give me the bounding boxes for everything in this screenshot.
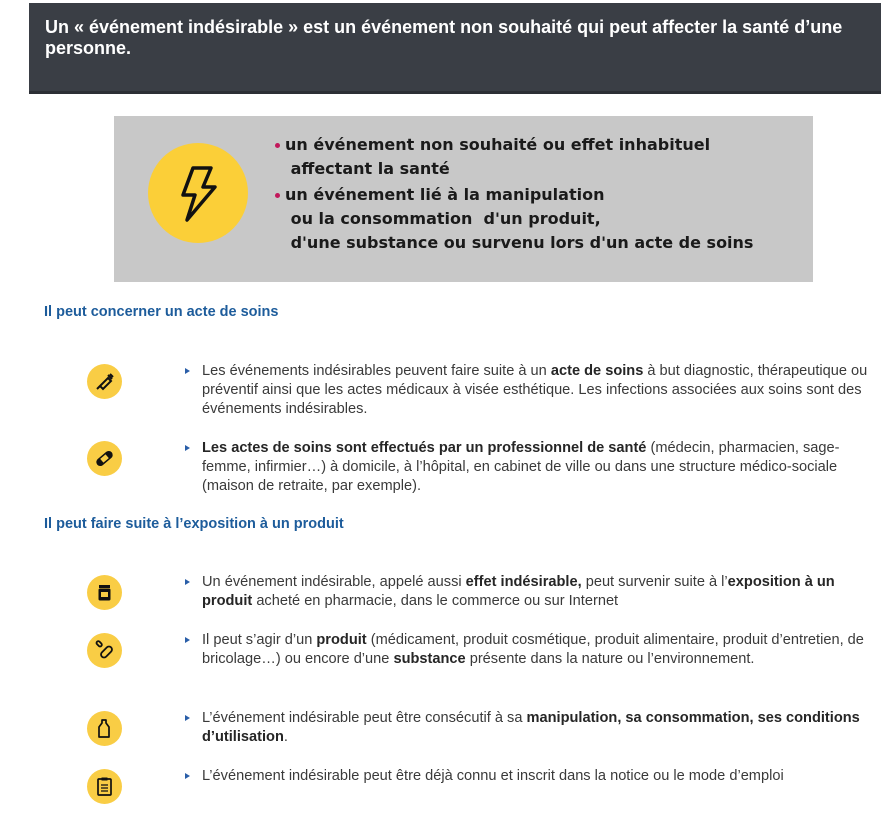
definition-callout (114, 116, 813, 282)
item-text: Un événement indésirable, appelé aussi effet indésirable, peut survenir suite à l’exposition à un produit acheté en pharmacie, dans le commerce ou sur Internet (202, 574, 835, 609)
item-text: L’événement indésirable peut être déjà connu et inscrit dans la notice ou le mode d’emploi (202, 768, 784, 784)
bullet-arrow-icon (185, 715, 190, 721)
header-banner (29, 3, 881, 94)
clipboard-icon (87, 769, 122, 804)
item-text: Les événements indésirables peuvent faire suite à un acte de soins à but diagnostic, thérapeutique ou préventif ainsi que les actes médicaux à visée esthétique. Les infections associées aux soins sont des événements indésirables. (202, 363, 868, 417)
definition-item: un événement lié à la manipulation ou la consommation d'un produit, d'une substance ou survenu lors d'un acte de soins (275, 183, 753, 255)
lightning-bolt-icon (148, 143, 248, 243)
pill-jar-icon (87, 575, 122, 610)
section-title-produit: Il peut faire suite à l’exposition à un produit (44, 516, 344, 532)
item-text: Il peut s’agir d’un produit (médicament, produit cosmétique, produit alimentaire, produit d’entretien, de bricolage…) ou encore d’une substance présente dans la nature ou l’environnement. (202, 632, 864, 667)
item-text: Les actes de soins sont effectués par un professionnel de santé (médecin, pharmacien, sage-femme, infirmier…) à domicile, à l’hôpital, en cabinet de ville ou dans une structure médico-sociale (maison de retraite, par exemple). (202, 440, 840, 494)
capsule-pills-icon (87, 633, 122, 668)
syringe-icon (87, 364, 122, 399)
definition-list (275, 133, 753, 257)
item-text: L’événement indésirable peut être consécutif à sa manipulation, sa consommation, ses conditions d’utilisation. (202, 710, 860, 745)
bullet-arrow-icon (185, 368, 190, 374)
bullet-arrow-icon (185, 445, 190, 451)
definition-item: un événement non souhaité ou effet inhabituel affectant la santé (275, 133, 753, 181)
detergent-bottle-icon (87, 711, 122, 746)
bandage-icon (87, 441, 122, 476)
page-title: Un « événement indésirable » est un événement non souhaité qui peut affecter la santé d’une personne. (45, 17, 843, 58)
bullet-arrow-icon (185, 579, 190, 585)
bullet-arrow-icon (185, 773, 190, 779)
section-title-soins: Il peut concerner un acte de soins (44, 304, 279, 320)
bullet-arrow-icon (185, 637, 190, 643)
